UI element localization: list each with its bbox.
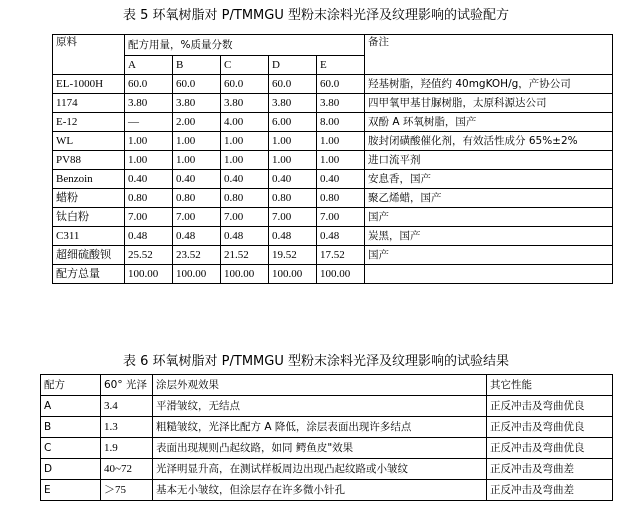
- note-cell: 国产: [365, 208, 613, 227]
- table6-caption: 表 6 环氧树脂对 P/TMMGU 型粉末涂料光泽及纹理影响的试验结果: [123, 354, 509, 369]
- amount-cell: 23.52: [173, 246, 221, 265]
- amount-cell: 0.48: [317, 227, 365, 246]
- amount-cell: 0.40: [269, 170, 317, 189]
- material-name: 蜡粉: [53, 189, 125, 208]
- table6-row: [41, 480, 613, 501]
- amount-cell: 1.00: [269, 151, 317, 170]
- table6-row: [41, 417, 613, 438]
- appearance-cell: 平滑皱纹，无结点: [153, 396, 487, 417]
- amount-cell: 3.80: [221, 94, 269, 113]
- table5-header-row: [53, 35, 613, 56]
- note-cell: 国产: [365, 246, 613, 265]
- gloss-cell: ＞75: [101, 480, 153, 501]
- amount-cell: 21.52: [221, 246, 269, 265]
- amount-cell: 100.00: [125, 265, 173, 284]
- amount-cell: 60.0: [269, 75, 317, 94]
- other-properties-header: 其它性能: [487, 375, 613, 396]
- amount-cell: 0.40: [125, 170, 173, 189]
- amount-cell: 0.48: [173, 227, 221, 246]
- note-cell: 胺封闭磺酸催化剂，有效活性成分 65%±2%: [365, 132, 613, 151]
- appearance-cell: 表面出现规则凸起纹路，如同 鳄鱼皮"效果: [153, 438, 487, 459]
- formula-header: 配方: [41, 375, 101, 396]
- material-name: C311: [53, 227, 125, 246]
- amount-cell: 1.00: [269, 132, 317, 151]
- amount-cell: 6.00: [269, 113, 317, 132]
- table6-row: [41, 396, 613, 417]
- other-properties-cell: 正反冲击及弯曲优良: [487, 417, 613, 438]
- table5-row: [53, 265, 613, 284]
- amount-cell: 60.0: [317, 75, 365, 94]
- table5-row: [53, 113, 613, 132]
- material-name: 钛白粉: [53, 208, 125, 227]
- formula-col-b: B: [173, 56, 221, 75]
- amount-cell: 0.40: [173, 170, 221, 189]
- amount-cell: 4.00: [221, 113, 269, 132]
- amount-cell: 0.48: [269, 227, 317, 246]
- formula-col-d: D: [269, 56, 317, 75]
- material-name: 1174: [53, 94, 125, 113]
- amount-cell: 1.00: [125, 151, 173, 170]
- amount-cell: 1.00: [221, 151, 269, 170]
- material-name: Benzoin: [53, 170, 125, 189]
- amount-cell: 0.80: [269, 189, 317, 208]
- amount-cell: 1.00: [125, 132, 173, 151]
- amount-cell: 7.00: [173, 208, 221, 227]
- note-cell: 双酚 A 环氧树脂，国产: [365, 113, 613, 132]
- amount-cell: 1.00: [317, 151, 365, 170]
- table5-row: [53, 151, 613, 170]
- other-properties-cell: 正反冲击及弯曲差: [487, 480, 613, 501]
- appearance-cell: 粗糙皱纹，光泽比配方 A 降低，涂层表面出现许多结点: [153, 417, 487, 438]
- gloss-cell: 1.3: [101, 417, 153, 438]
- other-properties-cell: 正反冲击及弯曲优良: [487, 438, 613, 459]
- amount-cell: —: [125, 113, 173, 132]
- table5-row: [53, 75, 613, 94]
- appearance-header: 涂层外观效果: [153, 375, 487, 396]
- note-cell: 进口流平剂: [365, 151, 613, 170]
- amount-cell: 3.80: [173, 94, 221, 113]
- amount-cell: 0.40: [221, 170, 269, 189]
- formula-col-a: A: [125, 56, 173, 75]
- other-properties-cell: 正反冲击及弯曲差: [487, 459, 613, 480]
- gloss-cell: 1.9: [101, 438, 153, 459]
- table5-caption: 表 5 环氧树脂对 P/TMMGU 型粉末涂料光泽及纹理影响的试验配方: [123, 8, 509, 23]
- table5-row: [53, 208, 613, 227]
- amount-cell: 0.40: [317, 170, 365, 189]
- table6-row: [41, 438, 613, 459]
- amount-cell: 0.48: [221, 227, 269, 246]
- formula-cell: A: [41, 396, 101, 417]
- formula-cell: B: [41, 417, 101, 438]
- material-header: 原料: [53, 35, 125, 75]
- amount-cell: 2.00: [173, 113, 221, 132]
- amount-cell: 7.00: [269, 208, 317, 227]
- formula-col-c: C: [221, 56, 269, 75]
- appearance-cell: 光泽明显升高，在测试样板周边出现凸起纹路或小皱纹: [153, 459, 487, 480]
- amount-cell: 3.80: [269, 94, 317, 113]
- material-name: PV88: [53, 151, 125, 170]
- formula-col-e: E: [317, 56, 365, 75]
- amount-cell: 0.80: [317, 189, 365, 208]
- amount-cell: 60.0: [125, 75, 173, 94]
- table5-row: [53, 246, 613, 265]
- note-header: 备注: [365, 35, 613, 75]
- table5-row: [53, 170, 613, 189]
- amount-cell: 8.00: [317, 113, 365, 132]
- table5-row: [53, 94, 613, 113]
- amount-cell: 0.80: [173, 189, 221, 208]
- amount-cell: 3.80: [317, 94, 365, 113]
- table5-row: [53, 227, 613, 246]
- material-name: E-12: [53, 113, 125, 132]
- gloss-cell: 40~72: [101, 459, 153, 480]
- amount-cell: 17.52: [317, 246, 365, 265]
- amount-cell: 7.00: [221, 208, 269, 227]
- amount-cell: 0.80: [125, 189, 173, 208]
- table6-header-row: [41, 375, 613, 396]
- note-cell: [365, 265, 613, 284]
- other-properties-cell: 正反冲击及弯曲优良: [487, 396, 613, 417]
- appearance-cell: 基本无小皱纹，但涂层存在许多微小针孔: [153, 480, 487, 501]
- amount-cell: 100.00: [269, 265, 317, 284]
- note-cell: 安息香，国产: [365, 170, 613, 189]
- amount-cell: 1.00: [221, 132, 269, 151]
- table6: [40, 374, 613, 501]
- amount-cell: 60.0: [173, 75, 221, 94]
- amount-cell: 0.48: [125, 227, 173, 246]
- formula-cell: C: [41, 438, 101, 459]
- material-name: 超细硫酸钡: [53, 246, 125, 265]
- amount-cell: 1.00: [173, 132, 221, 151]
- material-name: WL: [53, 132, 125, 151]
- amount-header: 配方用量，%质量分数: [125, 35, 365, 56]
- amount-cell: 0.80: [221, 189, 269, 208]
- amount-cell: 7.00: [317, 208, 365, 227]
- table5-row: [53, 132, 613, 151]
- amount-cell: 19.52: [269, 246, 317, 265]
- note-cell: 聚乙烯蜡，国产: [365, 189, 613, 208]
- amount-cell: 1.00: [317, 132, 365, 151]
- gloss-cell: 3.4: [101, 396, 153, 417]
- amount-cell: 100.00: [317, 265, 365, 284]
- amount-cell: 100.00: [173, 265, 221, 284]
- amount-cell: 3.80: [125, 94, 173, 113]
- formula-cell: D: [41, 459, 101, 480]
- material-name: EL-1000H: [53, 75, 125, 94]
- note-cell: 四甲氧甲基甘脲树脂，太原科源达公司: [365, 94, 613, 113]
- amount-cell: 25.52: [125, 246, 173, 265]
- amount-cell: 1.00: [173, 151, 221, 170]
- note-cell: 炭黑，国产: [365, 227, 613, 246]
- amount-cell: 7.00: [125, 208, 173, 227]
- amount-cell: 100.00: [221, 265, 269, 284]
- note-cell: 羟基树脂，羟值约 40mgKOH/g，产协公司: [365, 75, 613, 94]
- table5: [52, 34, 613, 284]
- table6-row: [41, 459, 613, 480]
- amount-cell: 60.0: [221, 75, 269, 94]
- table5-row: [53, 189, 613, 208]
- formula-cell: E: [41, 480, 101, 501]
- gloss-header: 60° 光泽: [101, 375, 153, 396]
- material-name: 配方总量: [53, 265, 125, 284]
